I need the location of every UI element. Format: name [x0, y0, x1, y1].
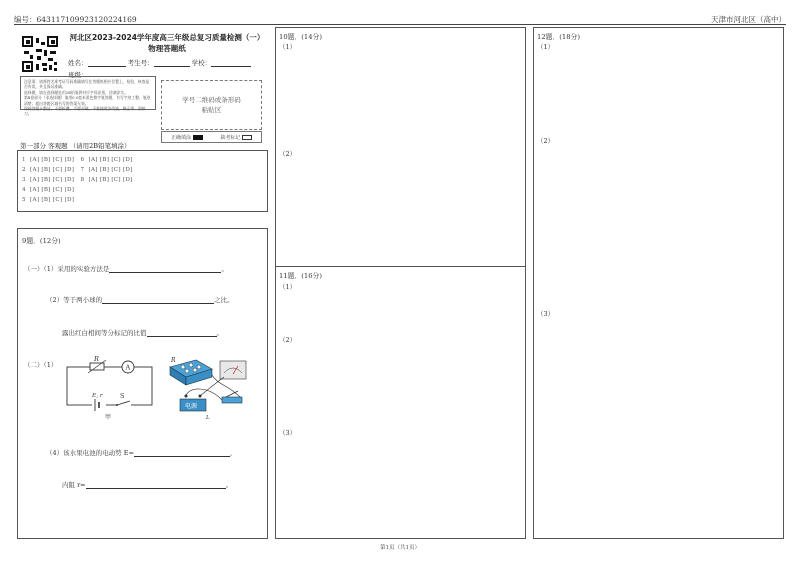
- choice-options[interactable]: [A] [B] [C] [D]: [30, 197, 75, 203]
- q12-title: 12题．(18分): [537, 33, 580, 41]
- circuit-caption: 甲: [105, 414, 112, 421]
- q9-answer-line[interactable]: [109, 272, 221, 273]
- q12-sub1: （1）: [537, 43, 555, 51]
- choice-options[interactable]: [A] [B] [C] [D]: [30, 167, 75, 173]
- knob-icon: [185, 369, 189, 373]
- apparatus-r-label: R: [171, 357, 176, 364]
- q9-part2-label: （2）等于两小球的: [46, 296, 103, 304]
- q10-sub1: （1）: [279, 43, 297, 51]
- punct: ，: [229, 449, 237, 457]
- switch-pivot: [116, 404, 118, 406]
- absent-mark-label: 缺考标记: [220, 134, 241, 141]
- q11-sub3: （3）: [279, 429, 297, 437]
- sheet-subtitle: 物理答题纸: [148, 44, 186, 53]
- school-field[interactable]: [211, 66, 251, 67]
- punct: 之比。: [214, 296, 234, 304]
- barcode-subtext: 粘贴区: [201, 106, 222, 114]
- question-number: 4: [22, 187, 26, 193]
- apparatus-image: [168, 355, 258, 423]
- question-number: 5: [22, 197, 26, 203]
- question-number: 8: [80, 177, 85, 183]
- barcode-area: [161, 80, 262, 130]
- header-divider: [14, 24, 786, 25]
- question-number: 2: [22, 167, 26, 173]
- choice-row[interactable]: [22, 177, 133, 183]
- q9-part6-label: 内阻 r=: [62, 481, 86, 489]
- question-number: 6: [80, 157, 85, 163]
- serial-number: 编号：643117109923120224169: [14, 15, 137, 24]
- q11-title: 11题．(16分): [279, 272, 322, 280]
- notice-line: 第Ⅱ卷部分（非选择题）请用0.5毫米黑色签字笔答题，书写字迹工整、笔迹清楚；超出答题区域书写的答案无效。: [24, 95, 151, 106]
- q9-part1-label: （一）（1）采用的实验方法是: [24, 265, 110, 273]
- objective-title: 第一部分 客观题 （请用2B铅笔填涂）: [20, 142, 131, 150]
- notice-line: 保持答题卡整洁，不要折叠、不要弄破，不准使用涂改液、修正带、刮纸刀。: [24, 106, 146, 117]
- notice-box: [20, 76, 156, 117]
- circuit-diagram: [62, 357, 157, 425]
- q9-part3-label: 露出红白相间等分标记的比值: [62, 329, 147, 337]
- q10-sub2: （2）: [279, 150, 297, 158]
- q11-sub2: （2）: [279, 336, 297, 344]
- choice-options[interactable]: [A] [B] [C] [D]: [30, 177, 75, 183]
- battery-label: E, r: [92, 393, 103, 399]
- q9-part3: [62, 328, 223, 337]
- exam-no-label: 考生号：: [127, 59, 154, 67]
- punct: 。: [216, 329, 223, 337]
- q9-part1: [24, 264, 228, 273]
- question-number: 7: [80, 167, 85, 173]
- q9-part5: [46, 448, 236, 457]
- correct-fill-label: 正确填涂: [170, 134, 191, 141]
- switch-lever: [226, 391, 238, 397]
- q11-sub1: （1）: [279, 283, 297, 291]
- filled-box-icon: [193, 135, 203, 140]
- wire: [186, 389, 222, 400]
- q12-sub2: （2）: [537, 137, 555, 145]
- choice-row[interactable]: [22, 167, 133, 173]
- q9-answer-line[interactable]: [86, 488, 226, 489]
- name-label: 姓名：: [68, 59, 88, 67]
- choice-row[interactable]: [22, 187, 74, 193]
- choice-options[interactable]: [A] [B] [C] [D]: [88, 177, 133, 183]
- q9-part4-label: （二）（1）: [24, 361, 58, 369]
- page-footer: 第1页（共1页）: [380, 545, 420, 551]
- name-field[interactable]: [88, 66, 126, 67]
- q9-part5-label: （4）该水果电池的电动势 E=: [46, 449, 134, 457]
- knob-icon: [181, 365, 185, 369]
- q9-part6: [62, 480, 232, 489]
- q10-box[interactable]: [275, 27, 526, 267]
- q10-title: 10题．(14分): [279, 33, 322, 41]
- barcode-text: 学号二维码或条形码: [182, 96, 241, 104]
- question-number: 3: [22, 177, 26, 183]
- fill-legend: [161, 131, 262, 143]
- choice-options[interactable]: [A] [B] [C] [D]: [30, 157, 75, 163]
- knob-icon: [197, 365, 201, 369]
- choice-row[interactable]: [22, 197, 74, 203]
- exam-no-field[interactable]: [154, 66, 190, 67]
- punct: 。: [225, 481, 233, 489]
- q9-answer-line[interactable]: [102, 303, 214, 304]
- school-label: 学校：: [191, 59, 212, 67]
- class-label: 班级：: [68, 71, 88, 79]
- punct: 。: [221, 265, 228, 273]
- choice-options[interactable]: [A] [B] [C] [D]: [88, 167, 133, 173]
- q9-title: 9题．(12分): [22, 237, 61, 245]
- switch-label: S: [120, 392, 125, 400]
- knob-icon: [189, 363, 193, 367]
- q9-answer-line[interactable]: [134, 456, 230, 457]
- meter-icon: [220, 361, 246, 379]
- absent-checkbox[interactable]: [242, 135, 252, 140]
- choice-options[interactable]: [A] [B] [C] [D]: [88, 157, 133, 163]
- choice-row[interactable]: [22, 157, 133, 163]
- question-number: 1: [22, 157, 26, 163]
- student-info-row: [68, 58, 251, 67]
- choice-options[interactable]: [A] [B] [C] [D]: [30, 187, 75, 193]
- resistor-label: R: [94, 355, 99, 363]
- switch-device-icon: [222, 397, 242, 403]
- ammeter-label: A: [125, 363, 131, 372]
- q9-answer-line[interactable]: [147, 336, 217, 337]
- power-supply-label: 电源: [185, 403, 198, 410]
- q12-box[interactable]: [533, 27, 784, 539]
- qr-code-icon: [22, 36, 58, 72]
- q12-sub3: （3）: [537, 310, 555, 318]
- apparatus-l-label: L: [206, 415, 210, 421]
- region-label: 天津市河北区（高中）: [711, 15, 786, 24]
- notice-line: 注意事：请将姓名准考证号码准确填写在答题纸相应位置上，检验，核查是否有误，并且保证准确。: [24, 79, 150, 90]
- knob-icon: [193, 368, 197, 372]
- notice-line: 选择题，请在选择题处用2B铅笔将对应字母涂黑，涂满涂实。: [24, 89, 128, 95]
- q11-box[interactable]: [275, 266, 526, 539]
- sheet-title: 河北区2023-2024学年度高三年级总复习质量检测（一）: [69, 33, 265, 42]
- q9-part2: [46, 295, 234, 304]
- circuit-wire: [67, 367, 152, 405]
